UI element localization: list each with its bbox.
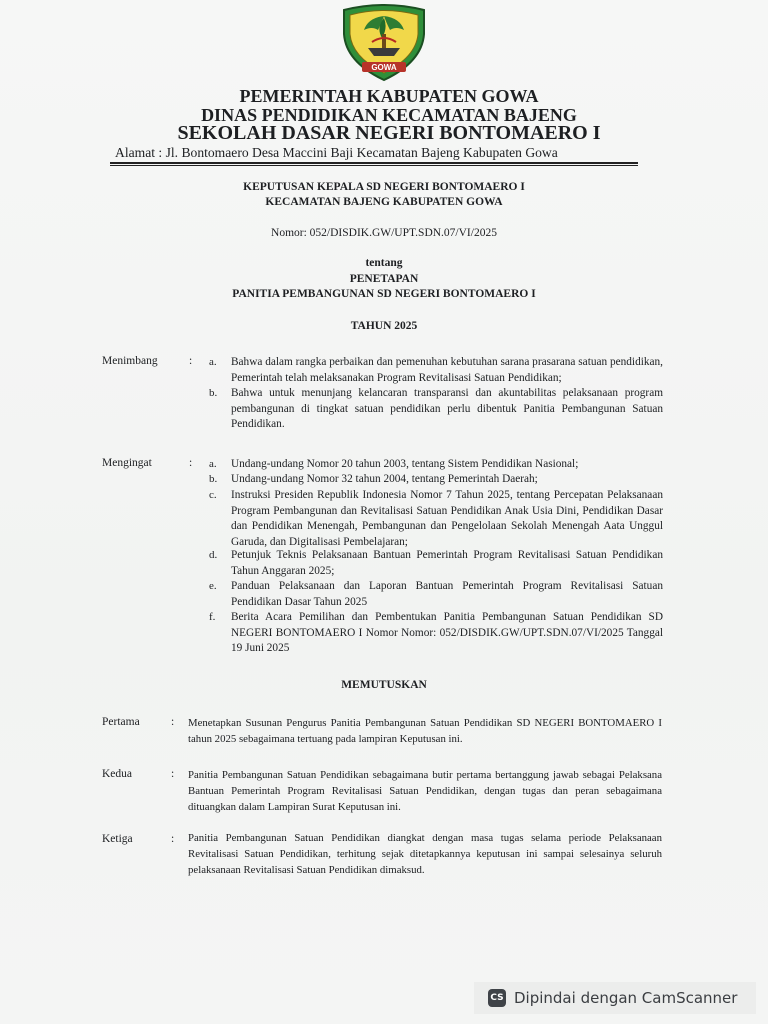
menimbang-item-a: Bahwa dalam rangka perbaikan dan pemenuhan kebutuhan sarana prasarana satuan pendidikan, Pemerintah telah melaksanakan Program Revitalisasi Satuan Pendidikan; (231, 356, 663, 384)
letterhead-rule-thin (110, 165, 638, 166)
letterhead-address: Alamat : Jl. Bontomaero Desa Maccini Baji Kecamatan Bajeng Kabupaten Gowa (115, 145, 558, 160)
letterhead-rule (110, 162, 638, 164)
decree-title-1: KEPUTUSAN KEPALA SD NEGERI BONTOMAERO I (243, 181, 525, 193)
decree-subject-2: PANITIA PEMBANGUNAN SD NEGERI BONTOMAERO I (232, 288, 536, 300)
letterhead-school: SEKOLAH DASAR NEGERI BONTOMAERO I (177, 122, 601, 144)
mengingat-item-b: Undang-undang Nomor 32 tahun 2004, tentang Pemerintah Daerah; (231, 473, 538, 485)
mengingat-mark-b: b. (209, 473, 218, 485)
menimbang-label: Menimbang (102, 355, 158, 367)
mengingat-colon: : (189, 457, 193, 469)
mengingat-item-a: Undang-undang Nomor 20 tahun 2003, tentang Sistem Pendidikan Nasional; (231, 458, 579, 470)
mengingat-mark-a: a. (209, 458, 217, 470)
decision-pertama-text: Menetapkan Susunan Pengurus Panitia Pembangunan Satuan Pendidikan SD NEGERI BONTOMAERO I tahun 2025 sebagaimana tertuang pada lampiran Keputusan ini. (188, 717, 662, 745)
memutuskan-heading: MEMUTUSKAN (341, 679, 427, 691)
menimbang-mark-b: b. (209, 387, 218, 399)
decree-subject-1: PENETAPAN (349, 273, 419, 285)
mengingat-mark-f: f. (209, 611, 216, 623)
mengingat-label: Mengingat (102, 457, 152, 469)
decision-kedua-text: Panitia Pembangunan Satuan Pendidikan sebagaimana butir pertama bertanggung jawab sebagai Pelaksana Bantuan Pemerintah Program Revitalisasi Satuan Pendidikan, dengan tugas dan peran sebagaimana dituangkan dalam Lampiran Surat Keputusan ini. (188, 769, 662, 813)
decision-ketiga-colon: : (171, 833, 175, 845)
mengingat-item-c: Instruksi Presiden Republik Indonesia Nomor 7 Tahun 2025, tentang Percepatan Pelaksanaan Program Pembangunan dan Revitalisasi Satuan Pendidikan Anak Usia Dini, Pendidikan Dasar dan Pendidikan Menengah, Pembangunan dan Pengelolaan Sekolah Menengah Aata Unggul Garuda, dan Digitalisasi Pembelajaran; (231, 489, 663, 548)
camscanner-watermark (474, 982, 756, 1014)
mengingat-mark-e: e. (209, 580, 217, 592)
menimbang-item-b: Bahwa untuk menunjang kelancaran transparansi dan akuntabilitas pelaksanaan program pembangunan di tingkat satuan pendidikan perlu dibentuk Panitia Pembangunan Satuan Pendidikan. (231, 387, 663, 431)
decree-tentang: tentang (365, 257, 403, 269)
camscanner-icon: CS (488, 989, 506, 1007)
decision-pertama-colon: : (171, 716, 175, 728)
decision-kedua-label: Kedua (102, 768, 133, 780)
mengingat-mark-c: c. (209, 489, 217, 501)
letterhead-department: DINAS PENDIDIKAN KECAMATAN BAJENG (201, 105, 577, 125)
decree-number: Nomor: 052/DISDIK.GW/UPT.SDN.07/VI/2025 (271, 227, 497, 239)
decision-pertama-label: Pertama (102, 716, 140, 728)
mengingat-item-e: Panduan Pelaksanaan dan Laporan Bantuan Pemerintah Program Revitalisasi Satuan Pendidikan Dasar Tahun 2025 (231, 580, 663, 608)
mengingat-item-d: Petunjuk Teknis Pelaksanaan Bantuan Pemerintah Program Revitalisasi Satuan Pendidikan Tahun Anggaran 2025; (231, 549, 663, 577)
decree-title-2: KECAMATAN BAJENG KABUPATEN GOWA (265, 196, 503, 208)
logo-text: GOWA (371, 63, 397, 72)
decision-ketiga-text: Panitia Pembangunan Satuan Pendidikan diangkat dengan masa tugas selama periode Pelaksanaan Revitalisasi Satuan Pendidikan, terhitung sejak ditetapkannya keputusan ini sampai selesainya seluruh pelaksanaan Revitalisasi Satuan Pendidikan dimaksud. (188, 832, 662, 876)
letterhead-government: PEMERINTAH KABUPATEN GOWA (239, 86, 539, 106)
decision-ketiga-label: Ketiga (102, 833, 133, 845)
menimbang-colon: : (189, 355, 193, 367)
camscanner-text: Dipindai dengan CamScanner (514, 989, 738, 1007)
gowa-crest-logo (338, 4, 430, 82)
decision-kedua-colon: : (171, 768, 175, 780)
mengingat-mark-d: d. (209, 549, 218, 561)
decree-year: TAHUN 2025 (350, 320, 418, 332)
menimbang-mark-a: a. (209, 356, 217, 368)
mengingat-item-f: Berita Acara Pemilihan dan Pembentukan Panitia Pembangunan Satuan Pendidikan SD NEGERI BONTOMAERO I Nomor Nomor: 052/DISDIK.GW/UPT.SDN.07/VI/2025 Tanggal 19 Juni 2025 (231, 611, 663, 655)
